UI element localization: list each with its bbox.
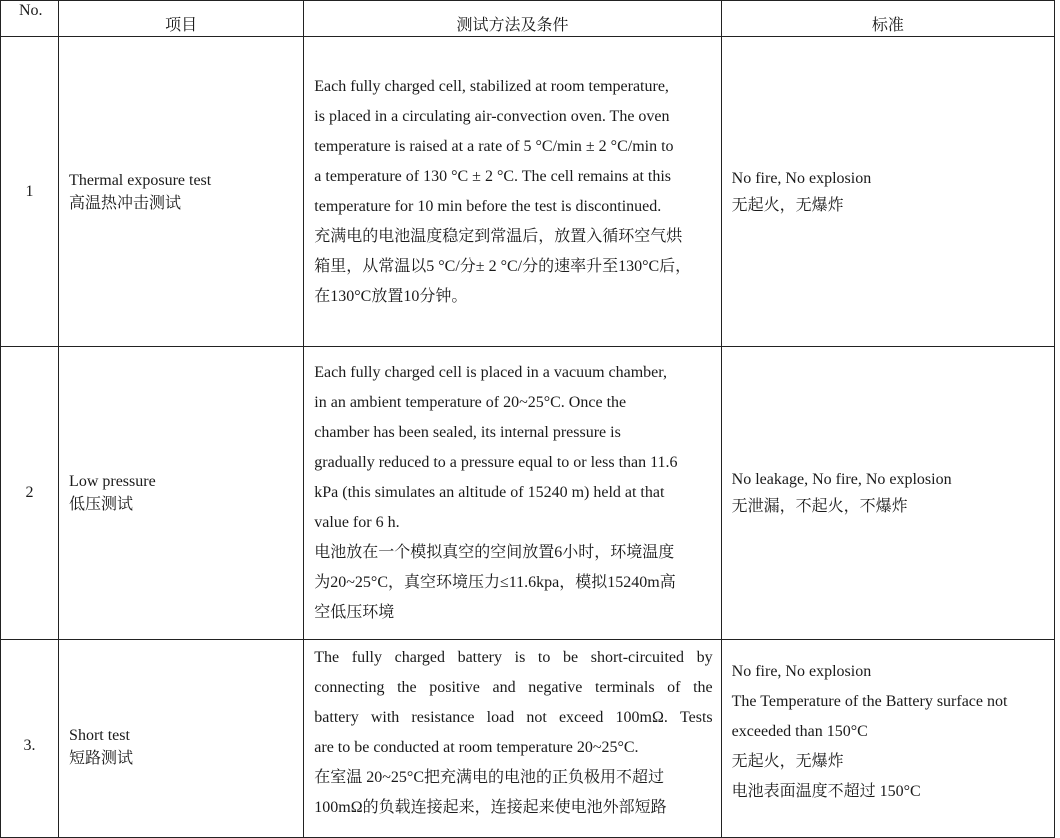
row-number: 2	[1, 347, 59, 640]
method-line: connecting the positive and negative terminals of the	[314, 679, 713, 696]
method-line: temperature is raised at a rate of 5 °C/min ± 2 °C/min to	[314, 137, 674, 155]
header-item-cell	[59, 1, 304, 37]
method-line: a temperature of 130 °C ± 2 °C. The cell remains at this	[314, 167, 672, 185]
test-method-cell	[304, 37, 721, 347]
method-line: 100mΩ的负载连接起来，连接起来使电池外部短路	[314, 799, 667, 816]
test-item-cn: 低压测试	[69, 496, 134, 513]
method-line: chamber has been sealed, its internal pressure is	[314, 424, 621, 441]
standard-line: The Temperature of the Battery surface not	[731, 693, 1008, 710]
method-line: 箱里，从常温以5 °C/分± 2 °C/分的速率升至130°C后，	[314, 257, 692, 275]
method-line: gradually reduced to a pressure equal to or less than 11.6	[314, 454, 678, 471]
header-no-cell	[1, 1, 59, 37]
method-line: Each fully charged cell, stabilized at room temperature,	[314, 77, 669, 95]
method-line: 在室温 20~25°C把充满电的电池的正负极用不超过	[314, 769, 664, 786]
method-line: 为20~25°C，真空环境压力≤11.6kpa，模拟15240m高	[314, 574, 676, 591]
header-method-cell	[304, 1, 721, 37]
method-line: temperature for 10 min before the test is discontinued.	[314, 197, 662, 215]
standard-line: No fire, No explosion	[731, 169, 872, 187]
method-line: Each fully charged cell is placed in a vacuum chamber,	[314, 364, 667, 381]
method-line: value for 6 h.	[314, 514, 400, 531]
standard-cell	[721, 640, 1054, 838]
standard-line: 无泄漏，不起火，不爆炸	[731, 498, 908, 515]
test-item-en: Thermal exposure test	[69, 171, 212, 189]
table-row	[1, 347, 1055, 640]
test-item-cell	[59, 37, 304, 347]
standard-line: 无起火，无爆炸	[731, 196, 844, 214]
method-line: 在130°C放置10分钟。	[314, 287, 468, 305]
test-item-en: Low pressure	[69, 473, 156, 490]
standard-cell	[721, 37, 1054, 347]
test-method-cell	[304, 640, 721, 838]
test-method-cell	[304, 347, 721, 640]
method-line: battery with resistance load not exceed 100mΩ. Tests	[314, 709, 713, 726]
standard-line: No fire, No explosion	[731, 663, 872, 680]
method-line: 电池放在一个模拟真空的空间放置6小时，环境温度	[314, 544, 675, 561]
standard-cell	[721, 347, 1054, 640]
table-row	[1, 640, 1055, 838]
method-line: kPa (this simulates an altitude of 15240 m) held at that	[314, 484, 665, 501]
method-line: 空低压环境	[314, 604, 395, 621]
header-standard-cell	[721, 1, 1054, 37]
method-line: in an ambient temperature of 20~25°C. Once the	[314, 394, 627, 411]
header-no-label: No.	[19, 2, 43, 19]
method-line: 充满电的电池温度稳定到常温后，放置入循环空气烘	[314, 227, 683, 245]
standard-line: exceeded than 150°C	[731, 723, 868, 740]
test-item-cell	[59, 347, 304, 640]
row-number: 3.	[1, 640, 59, 838]
test-item-en: Short test	[69, 726, 130, 744]
test-item-cn: 高温热冲击测试	[69, 194, 182, 212]
header-item-label: 项目	[165, 17, 198, 34]
table-header-row	[1, 1, 1055, 37]
standard-line: 电池表面温度不超过 150°C	[731, 783, 921, 800]
table-row	[1, 37, 1055, 347]
method-line: are to be conducted at room temperature 20~25°C.	[314, 739, 639, 756]
header-method-label: 测试方法及条件	[456, 17, 569, 34]
row-number: 1	[1, 37, 59, 347]
method-line: is placed in a circulating air-convection oven. The oven	[314, 107, 670, 125]
standard-line: 无起火，无爆炸	[731, 753, 844, 770]
method-line: The fully charged battery is to be short-circuited by	[314, 649, 713, 666]
test-item-cell	[59, 640, 304, 838]
test-item-cn: 短路测试	[69, 749, 134, 767]
standard-line: No leakage, No fire, No explosion	[731, 471, 952, 488]
header-standard-label: 标准	[871, 17, 904, 34]
